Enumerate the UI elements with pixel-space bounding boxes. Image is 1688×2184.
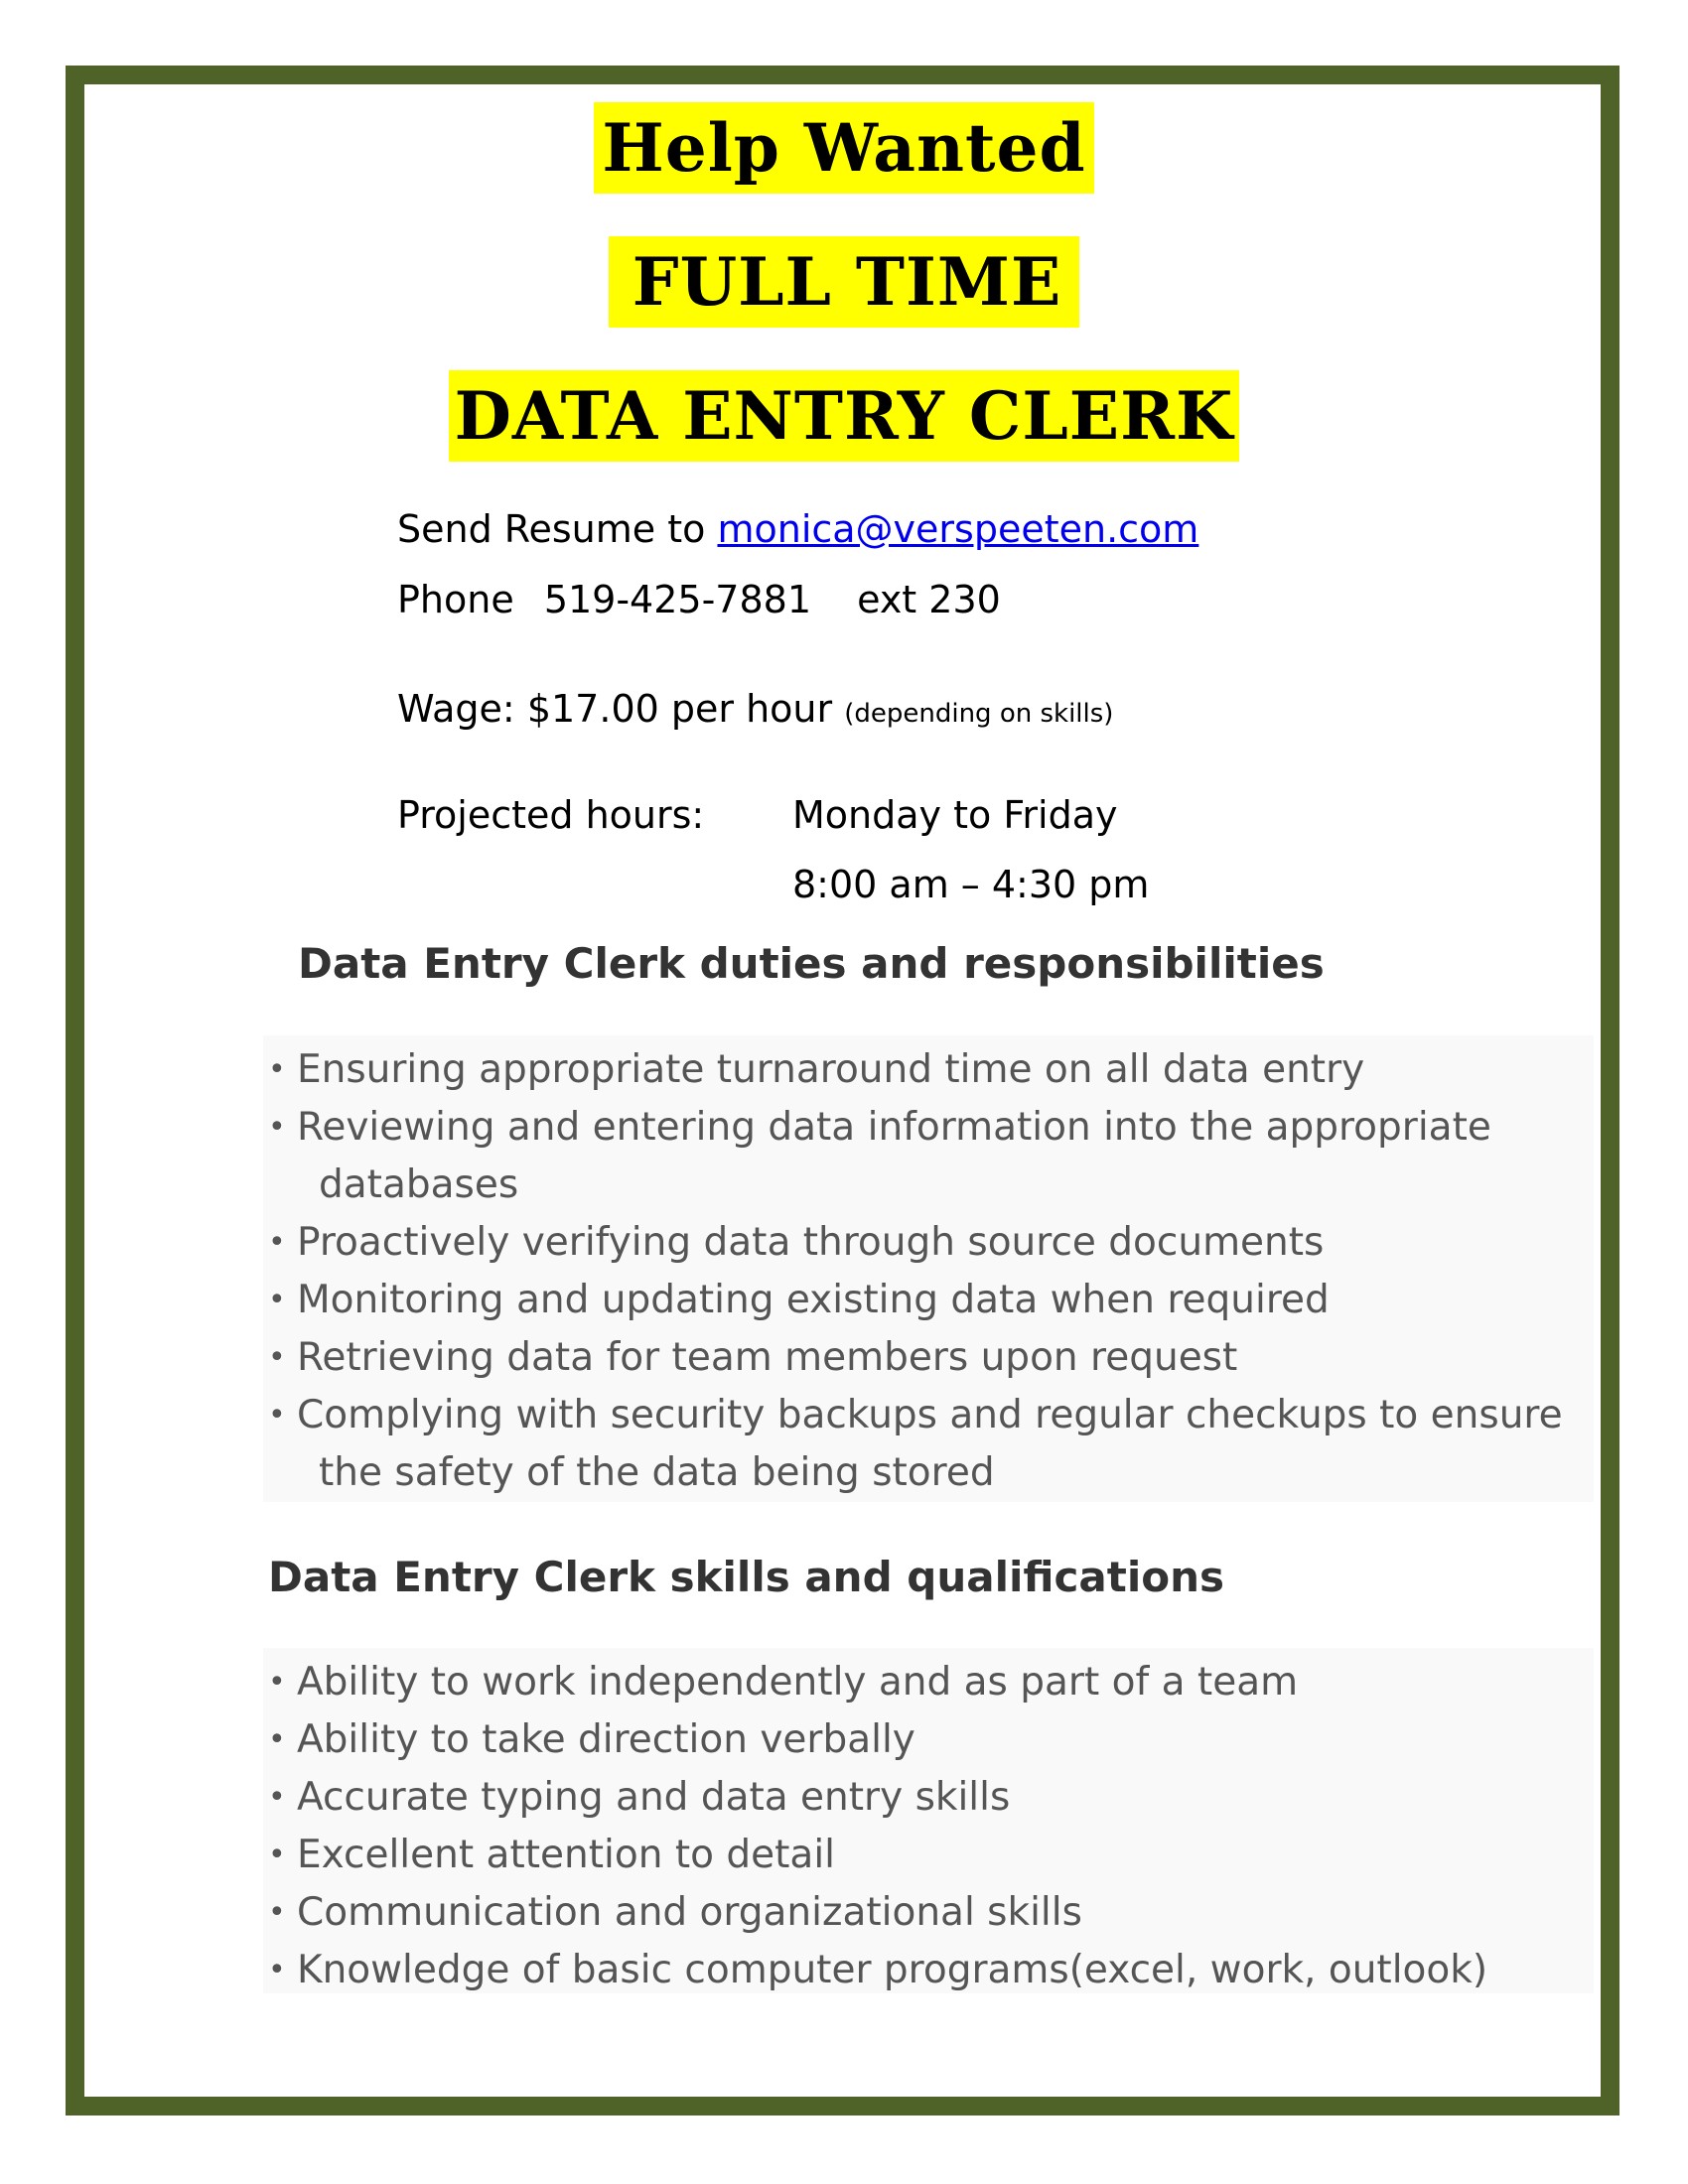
duty-text-continued: the safety of the data being stored xyxy=(319,1450,995,1495)
list-item xyxy=(263,1942,1594,1999)
bullet-icon: • xyxy=(268,1398,286,1433)
title-full-time xyxy=(0,236,1688,328)
list-item xyxy=(263,1214,1594,1272)
list-item xyxy=(263,1711,1594,1769)
duties-heading: Data Entry Clerk duties and responsibilities xyxy=(298,939,1325,988)
hours-label: Projected hours: xyxy=(397,793,705,837)
list-item xyxy=(263,1769,1594,1827)
list-item xyxy=(263,1041,1594,1099)
skill-text: Ability to take direction verbally xyxy=(297,1717,915,1762)
title-help-wanted xyxy=(0,102,1688,194)
hours-days: Monday to Friday xyxy=(792,793,1118,837)
skill-text: Communication and organizational skills xyxy=(297,1890,1082,1935)
wage-label: Wage: xyxy=(397,687,515,731)
resume-line xyxy=(397,504,1198,554)
bullet-icon: • xyxy=(268,1052,286,1087)
list-item xyxy=(263,1654,1594,1711)
bullet-icon: • xyxy=(268,1340,286,1375)
bullet-icon: • xyxy=(268,1953,286,1987)
bullet-icon: • xyxy=(268,1283,286,1317)
bullet-icon: • xyxy=(268,1110,286,1145)
duty-text: Reviewing and entering data information into the appropriate xyxy=(297,1105,1491,1150)
list-item xyxy=(263,1387,1594,1502)
duty-text: Proactively verifying data through source documents xyxy=(297,1220,1325,1265)
wage-value: $17.00 per hour xyxy=(526,687,833,731)
skill-text: Knowledge of basic computer programs(excel, work, outlook) xyxy=(297,1948,1488,1992)
duty-text: Monitoring and updating existing data when required xyxy=(297,1278,1330,1322)
skill-text: Excellent attention to detail xyxy=(297,1833,836,1877)
hours-line xyxy=(397,790,1291,840)
hours-time: 8:00 am – 4:30 pm xyxy=(792,863,1150,906)
skills-heading: Data Entry Clerk skills and qualifications xyxy=(268,1553,1224,1601)
title-job-name xyxy=(0,370,1688,462)
duty-text-continued: databases xyxy=(319,1162,519,1207)
phone-extension: ext 230 xyxy=(857,578,1001,621)
phone-line xyxy=(397,575,1001,624)
resume-label: Send Resume to xyxy=(397,507,706,551)
title-job-name-text: DATA ENTRY CLERK xyxy=(449,370,1240,462)
list-item xyxy=(263,1329,1594,1387)
duty-text: Complying with security backups and regular checkups to ensure xyxy=(297,1393,1563,1437)
duty-text: Ensuring appropriate turnaround time on all data entry xyxy=(297,1047,1365,1092)
phone-label: Phone xyxy=(397,578,514,621)
title-help-wanted-text: Help Wanted xyxy=(594,102,1093,194)
bullet-icon: • xyxy=(268,1780,286,1815)
list-item xyxy=(263,1827,1594,1884)
bullet-icon: • xyxy=(268,1665,286,1700)
phone-number: 519-425-7881 xyxy=(543,578,812,621)
email-link[interactable]: monica@verspeeten.com xyxy=(717,507,1199,551)
list-item xyxy=(263,1099,1594,1214)
bullet-icon: • xyxy=(268,1838,286,1872)
wage-line xyxy=(397,684,1113,739)
title-full-time-text: FULL TIME xyxy=(609,236,1080,328)
bullet-icon: • xyxy=(268,1722,286,1757)
skills-list xyxy=(263,1648,1594,1993)
bullet-icon: • xyxy=(268,1895,286,1930)
duty-text: Retrieving data for team members upon request xyxy=(297,1335,1238,1380)
list-item xyxy=(263,1884,1594,1942)
skill-text: Ability to work independently and as part of a team xyxy=(297,1660,1299,1705)
wage-note: (depending on skills) xyxy=(844,699,1114,729)
bullet-icon: • xyxy=(268,1225,286,1260)
list-item xyxy=(263,1272,1594,1329)
skill-text: Accurate typing and data entry skills xyxy=(297,1775,1011,1820)
duties-list xyxy=(263,1035,1594,1502)
